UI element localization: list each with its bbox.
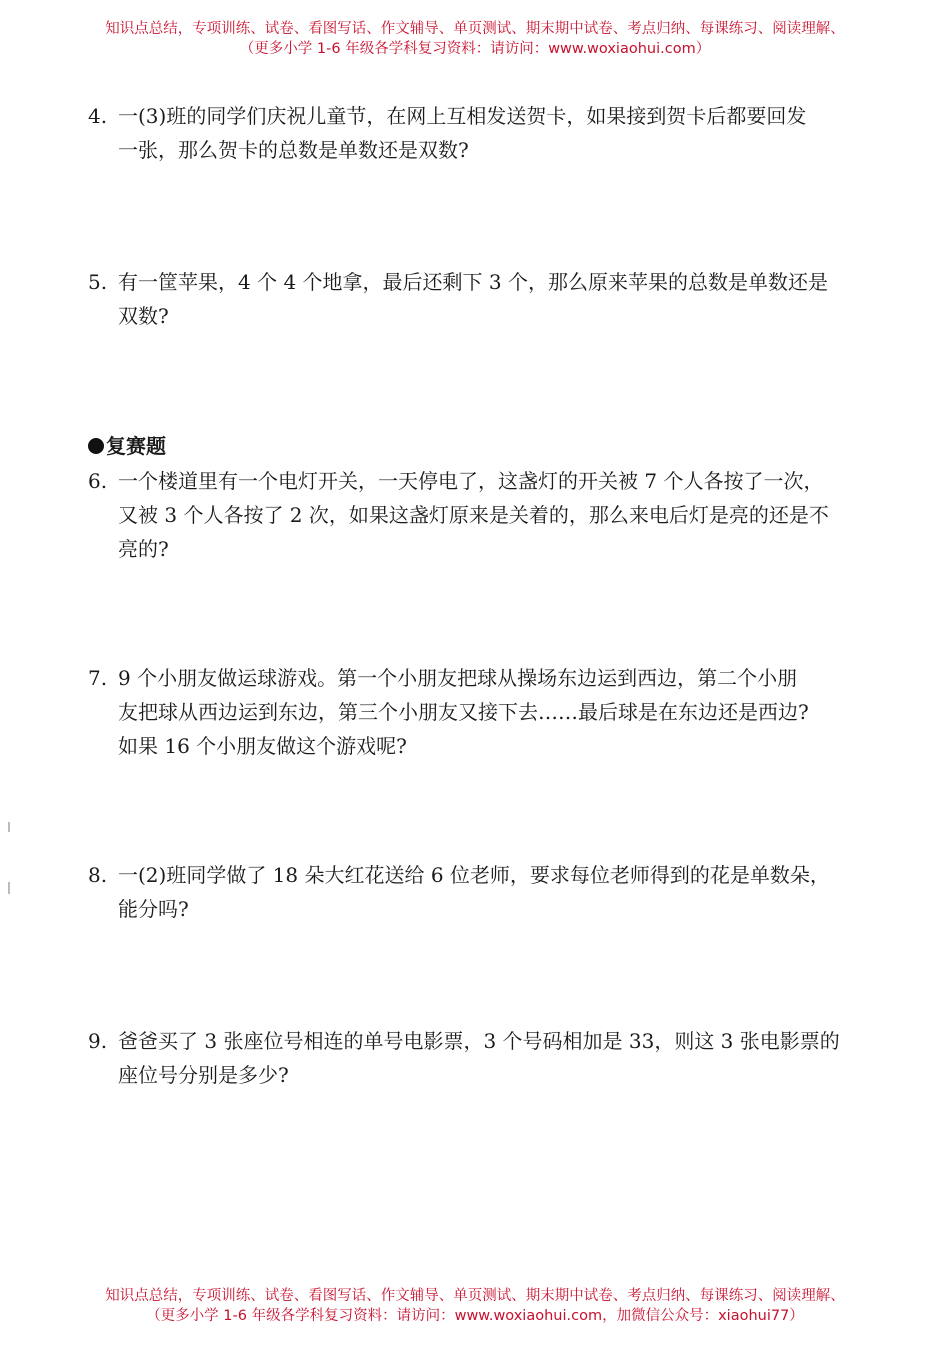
question-9 bbox=[88, 1024, 868, 1092]
question-text: 9 个小朋友做运球游戏。第一个小朋友把球从操场东边运到西边，第二个小朋 友把球从西边运到东边，第三个小朋友又接下去……最后球是在东边还是西边? 如果 16 个小朋友做这个游戏呢? bbox=[118, 666, 809, 758]
question-text: 一(3)班的同学们庆祝儿童节，在网上互相发送贺卡，如果接到贺卡后都要回发 一张，那么贺卡的总数是单数还是双数? bbox=[118, 104, 807, 162]
question-text: 有一筐苹果，4 个 4 个地拿，最后还剩下 3 个，那么原来苹果的总数是单数还是 双数? bbox=[118, 270, 828, 328]
question-number: 5. bbox=[88, 270, 108, 294]
bullet-dot-icon bbox=[88, 438, 104, 454]
question-text: 爸爸买了 3 张座位号相连的单号电影票，3 个号码相加是 33，则这 3 张电影票的 座位号分别是多少? bbox=[118, 1029, 840, 1087]
section-title bbox=[88, 429, 166, 463]
scan-edge-mark bbox=[8, 822, 10, 832]
header-line-2: （更多小学 1-6 年级各学科复习资料：请访问：www.woxiaohui.com） bbox=[239, 41, 711, 57]
question-text: 一(2)班同学做了 18 朵大红花送给 6 位老师，要求每位老师得到的花是单数朵， 能分吗? bbox=[118, 863, 830, 921]
question-number: 8. bbox=[88, 863, 108, 887]
header-line-1: 知识点总结，专项训练、试卷、看图写话、作文辅导、单页测试、期末期中试卷、考点归纳、每课练习、阅读理解、 bbox=[105, 21, 845, 37]
question-7 bbox=[88, 661, 868, 763]
footer-line-2: （更多小学 1-6 年级各学科复习资料：请访问：www.woxiaohui.com，加微信公众号：xiaohui77） bbox=[146, 1308, 804, 1324]
question-6 bbox=[88, 464, 868, 566]
question-number: 4. bbox=[88, 104, 108, 128]
footer-banner bbox=[0, 1286, 950, 1326]
question-text: 一个楼道里有一个电灯开关，一天停电了，这盏灯的开关被 7 个人各按了一次， 又被 3 个人各按了 2 次，如果这盏灯原来是关着的，那么来电后灯是亮的还是不 亮的? bbox=[118, 469, 829, 561]
question-4 bbox=[88, 99, 868, 167]
section-title-text: 复赛题 bbox=[106, 434, 166, 458]
question-number: 7. bbox=[88, 666, 108, 690]
question-number: 9. bbox=[88, 1029, 108, 1053]
question-5 bbox=[88, 265, 868, 333]
question-8 bbox=[88, 858, 868, 926]
scan-edge-mark bbox=[8, 882, 10, 894]
header-banner bbox=[0, 19, 950, 59]
footer-line-1: 知识点总结，专项训练、试卷、看图写话、作文辅导、单页测试、期末期中试卷、考点归纳、每课练习、阅读理解、 bbox=[105, 1288, 845, 1304]
question-number: 6. bbox=[88, 469, 108, 493]
